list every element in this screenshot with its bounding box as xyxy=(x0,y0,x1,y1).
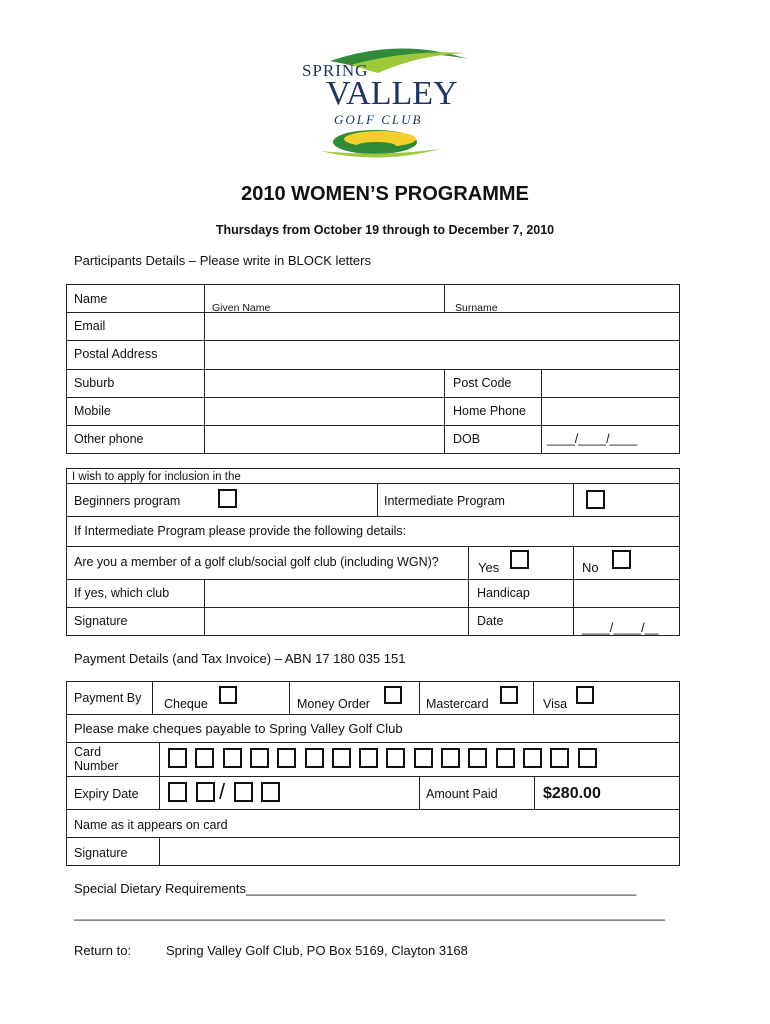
payable-text: Please make cheques payable to Spring Valley Golf Club xyxy=(74,721,403,736)
amount-value: $280.00 xyxy=(543,785,601,802)
visa-label: Visa xyxy=(543,697,568,711)
card-number-box[interactable] xyxy=(468,748,487,768)
return-label: Return to: xyxy=(74,943,132,958)
return-address: Spring Valley Golf Club, PO Box 5169, Clayton 3168 xyxy=(166,943,468,958)
card-number-box[interactable] xyxy=(550,748,569,768)
money-order-checkbox[interactable] xyxy=(384,686,402,704)
card-number-label-1: Card xyxy=(74,745,102,759)
handicap-label: Handicap xyxy=(477,586,530,600)
expiry-slash: / xyxy=(219,779,226,804)
card-number-box[interactable] xyxy=(250,748,269,768)
yes-checkbox[interactable] xyxy=(510,550,529,569)
page-subtitle: Thursdays from October 19 through to December 7, 2010 xyxy=(215,223,555,237)
card-number-box[interactable] xyxy=(441,748,460,768)
date-blank: ____/____/__ xyxy=(582,621,659,635)
email-label: Email xyxy=(74,319,106,333)
card-number-box[interactable] xyxy=(168,748,187,768)
visa-checkbox[interactable] xyxy=(576,686,594,704)
other-phone-label: Other phone xyxy=(74,432,144,446)
home-phone-label: Home Phone xyxy=(453,404,526,418)
card-number-box[interactable] xyxy=(195,748,214,768)
intermediate-label: Intermediate Program xyxy=(384,494,505,508)
participants-table xyxy=(66,284,680,454)
club-logo xyxy=(290,45,480,165)
expiry-month-box-1[interactable] xyxy=(168,782,187,802)
cheque-label: Cheque xyxy=(164,697,208,711)
expiry-month-box-2[interactable] xyxy=(196,782,215,802)
money-order-label: Money Order xyxy=(297,697,370,711)
date-label: Date xyxy=(477,614,504,628)
signature-label: Signature xyxy=(74,614,128,628)
payment-heading: Payment Details (and Tax Invoice) – ABN 17 180 035 151 xyxy=(74,651,406,666)
payment-by-label: Payment By xyxy=(74,691,142,705)
intermediate-checkbox[interactable] xyxy=(586,490,605,509)
card-number-box[interactable] xyxy=(332,748,351,768)
card-number-box[interactable] xyxy=(277,748,296,768)
which-club-label: If yes, which club xyxy=(74,586,170,600)
logo-line2: VALLEY xyxy=(326,75,458,112)
dietary-line-2: _____________________________________________________________________________________ xyxy=(74,907,665,921)
expiry-label: Expiry Date xyxy=(74,787,139,801)
name-label: Name xyxy=(74,292,108,306)
amount-paid-label: Amount Paid xyxy=(426,787,498,801)
card-number-box[interactable] xyxy=(305,748,324,768)
yes-label: Yes xyxy=(478,560,500,575)
dob-blank: ____/____/____ xyxy=(547,432,638,446)
page-title: 2010 WOMEN’S PROGRAMME xyxy=(241,183,529,205)
cheque-checkbox[interactable] xyxy=(219,686,237,704)
post-code-label: Post Code xyxy=(453,376,512,390)
payment-table xyxy=(66,681,680,866)
card-signature-label: Signature xyxy=(74,846,128,860)
expiry-year-box-2[interactable] xyxy=(261,782,280,802)
member-question: Are you a member of a golf club/social golf club (including WGN)? xyxy=(74,555,439,569)
no-label: No xyxy=(582,560,599,575)
logo-line1: SPRING xyxy=(302,61,369,80)
program-header: I wish to apply for inclusion in the xyxy=(72,471,241,483)
expiry-year-box-1[interactable] xyxy=(234,782,253,802)
card-number-box[interactable] xyxy=(386,748,405,768)
card-number-box[interactable] xyxy=(523,748,542,768)
card-number-box[interactable] xyxy=(578,748,597,768)
given-name-label: Given Name xyxy=(212,302,271,314)
logo-line3: GOLF CLUB xyxy=(334,112,423,127)
card-number-label-2: Number xyxy=(74,759,119,773)
postal-address-label: Postal Address xyxy=(74,347,158,361)
no-checkbox[interactable] xyxy=(612,550,631,569)
beginners-label: Beginners program xyxy=(74,494,181,508)
mobile-label: Mobile xyxy=(74,404,111,418)
card-number-box[interactable] xyxy=(496,748,515,768)
beginners-checkbox[interactable] xyxy=(218,489,237,508)
dietary-requirements: Special Dietary Requirements______________________________________________________ xyxy=(74,881,637,896)
dob-label: DOB xyxy=(453,432,481,446)
surname-label: Surname xyxy=(455,302,498,314)
if-intermediate-text: If Intermediate Program please provide the following details: xyxy=(74,524,407,538)
card-number-box[interactable] xyxy=(359,748,378,768)
suburb-label: Suburb xyxy=(74,376,115,390)
mastercard-label: Mastercard xyxy=(426,697,489,711)
name-on-card-label: Name as it appears on card xyxy=(74,818,228,832)
participants-heading: Participants Details – Please write in BLOCK letters xyxy=(74,253,371,268)
card-number-box[interactable] xyxy=(414,748,433,768)
mastercard-checkbox[interactable] xyxy=(500,686,518,704)
card-number-box[interactable] xyxy=(223,748,242,768)
